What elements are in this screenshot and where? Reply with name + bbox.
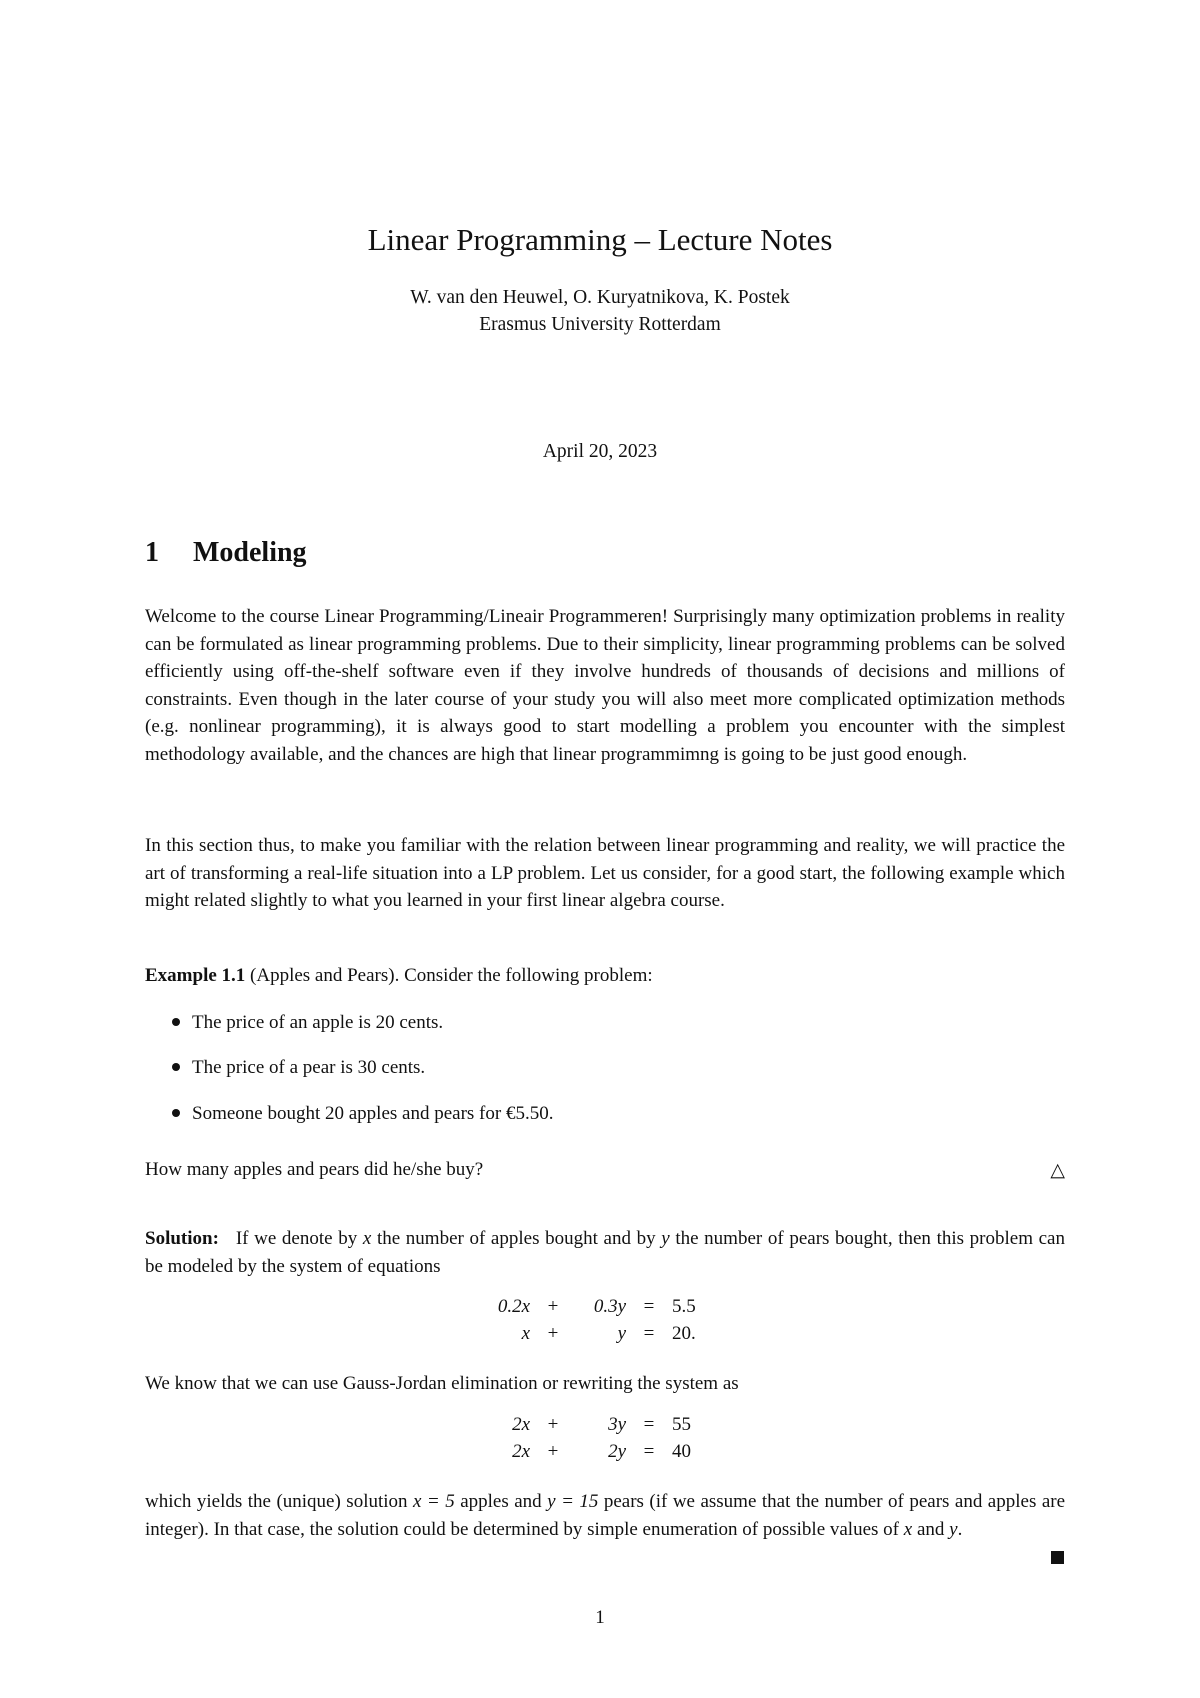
example-question bbox=[145, 1159, 1065, 1181]
question-text: How many apples and pears did he/she buy? bbox=[145, 1159, 484, 1180]
list-item: The price of a pear is 30 cents. bbox=[172, 1057, 425, 1079]
authors: W. van den Heuwel, O. Kuryatnikova, K. Postek bbox=[410, 287, 790, 308]
page-number: 1 bbox=[595, 1607, 605, 1628]
gauss-jordan-paragraph: We know that we can use Gauss-Jordan elimination or rewriting the system as bbox=[145, 1373, 739, 1394]
document-title: Linear Programming – Lecture Notes bbox=[367, 222, 833, 257]
end-of-example-icon: △ bbox=[1050, 1160, 1065, 1181]
section-number: 1 bbox=[145, 537, 159, 568]
equation-system-2 bbox=[470, 1411, 722, 1465]
example-label: Example 1.1 bbox=[145, 965, 246, 986]
bullet-icon bbox=[172, 1018, 180, 1026]
qed-square-icon bbox=[1051, 1551, 1064, 1564]
bullet-icon bbox=[172, 1109, 180, 1117]
conclusion-paragraph: which yields the (unique) solution x = 5 apples and y = 15 pears (if we assume that the number of pears and apples are integer). In that case, the solution could be determined by simple enumeration of possible values of x and y. bbox=[145, 1491, 1066, 1540]
document-date: April 20, 2023 bbox=[542, 441, 658, 462]
section-heading bbox=[145, 537, 307, 569]
equation-system-1 bbox=[470, 1293, 722, 1347]
intro-paragraph: Welcome to the course Linear Programming/Lineair Programmeren! Surprisingly many optimization problems in reality can be formulated as linear programming problems. Due to their simplicity, linear programming problems can be solved efficiently using off-the-shelf software even if they involve hundreds of thousands of decisions and millions of constraints. Even though in the later course of your study you will also meet more complicated optimization methods (e.g. nonlinear programming), it is always good to start modelling a problem you encounter with the simplest methodology available, and the chances are high that linear programmimng is going to be just good enough. bbox=[145, 606, 1065, 765]
equation-row: x + y = 20. bbox=[521, 1322, 696, 1344]
affiliation: Erasmus University Rotterdam bbox=[479, 314, 721, 335]
example-name: (Apples and Pears). bbox=[250, 965, 400, 986]
example-heading bbox=[145, 962, 1065, 990]
equation-row: 2x + 3y = 55 bbox=[512, 1413, 691, 1435]
author-block bbox=[0, 284, 1200, 338]
solution-paragraph: Solution: If we denote by x the number of apples bought and by y the number of pears bought, then this problem can be modeled by the system of equations bbox=[145, 1228, 1065, 1277]
list-item: Someone bought 20 apples and pears for €5.50. bbox=[172, 1103, 553, 1125]
section-title: Modeling bbox=[193, 537, 307, 568]
equation-row: 2x + 2y = 40 bbox=[512, 1440, 691, 1462]
example-lead: Consider the following problem: bbox=[404, 965, 653, 986]
solution-label: Solution: bbox=[145, 1228, 219, 1249]
section-intro-paragraph: In this section thus, to make you familiar with the relation between linear programming and reality, we will practice the art of transforming a real-life situation into a LP problem. Let us consider, for a good start, the following example which might related slightly to what you learned in your first linear algebra course. bbox=[145, 835, 1065, 911]
list-item: The price of an apple is 20 cents. bbox=[172, 1012, 443, 1034]
bullet-icon bbox=[172, 1063, 180, 1071]
equation-row: 0.2x + 0.3y = 5.5 bbox=[497, 1295, 696, 1317]
